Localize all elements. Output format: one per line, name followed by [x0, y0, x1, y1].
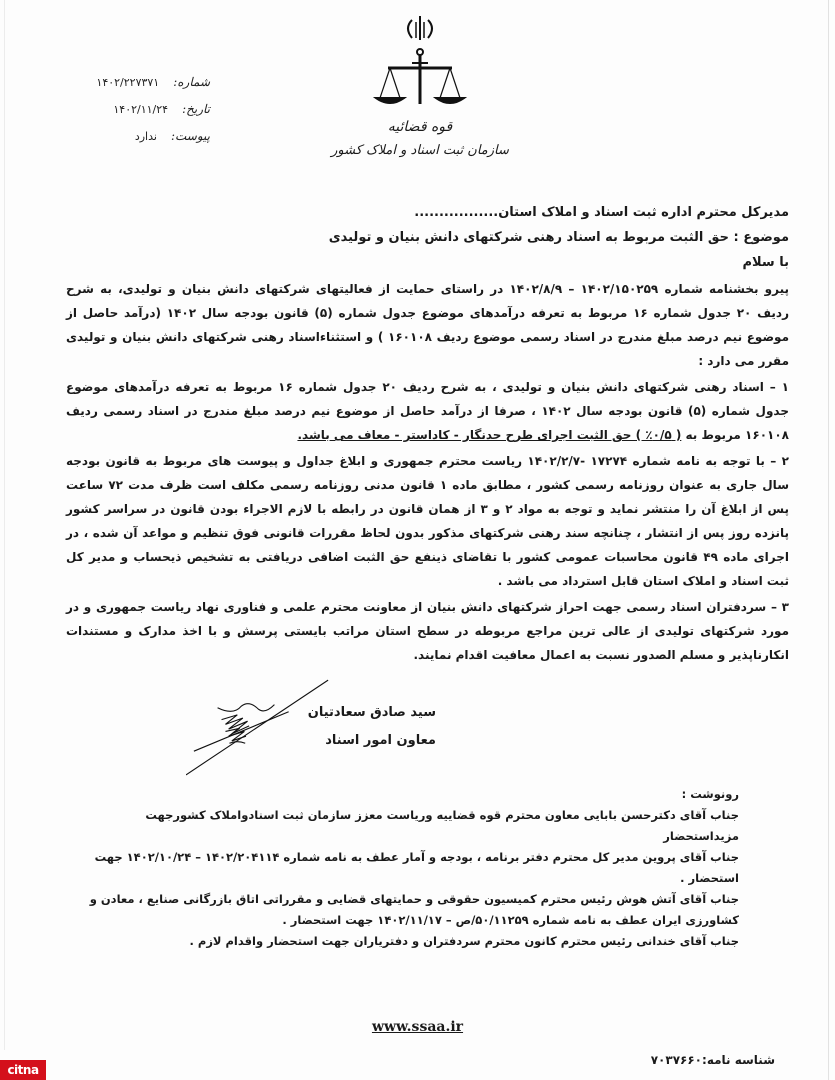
attachment-label: پیوست:	[170, 129, 210, 143]
judiciary-emblem	[315, 10, 525, 180]
website-link[interactable]: www.ssaa.ir	[371, 1019, 464, 1035]
item-1-underlined-text: ( ۰/۵٪ ) حق الثبت اجرای طرح حدنگار - کاداستر - معاف می باشد.	[297, 428, 682, 442]
item-3-paragraph: ۳ – سردفتران اسناد رسمی جهت احراز شرکتهای دانش بنیان از معاونت محترم علمی و فناوری نهاد ریاست جمهوری و در مورد شرکتهای تولیدی از عالی ترین مراجع مربوطه در سطح استان مراتب بایستی پرسش و با اخذ مدارک و مستندات انکارناپذیر و مسلم الصدور نسبت به اعمال معافیت اقدام نمایند.	[66, 600, 789, 662]
signature-area	[186, 675, 436, 780]
number-row	[40, 75, 210, 102]
signature-block	[66, 675, 789, 780]
number-label: شماره:	[173, 75, 210, 89]
scales-of-justice-icon	[370, 10, 470, 114]
addressee: مدیرکل محترم اداره ثبت اسناد و املاک استان.................	[414, 205, 789, 220]
cc-line: جناب آقای دکترحسن بابایی معاون محترم قوه قضاییه وریاست معزز سازمان ثبت اسنادواملاک کشورجهت مزیداستحضار	[145, 808, 739, 843]
handwritten-signature-icon	[186, 675, 336, 780]
attachment-value: ندارد	[134, 130, 157, 143]
intro-paragraph: پیرو بخشنامه شماره ۱۴۰۲/۱۵۰۲۵۹ – ۱۴۰۲/۸/۹ در راستای حمایت از فعالیتهای شرکتهای دانش بنیان و تولیدی، به شرح ردیف ۲۰ جدول شماره ۱۶ مربوط به تعرفه درآمدهای موضوع جدول شماره (۵) قانون بودجه سال ۱۴۰۲ (درآمد حاصل از موضوع نیم درصد مبلغ مندرج در اسناد رسمی موضوع ردیف ۱۶۰۱۰۸ ) و استثناءاسناد رهنی شرکتهای دانش بنیان و تولیدی مقرر می دارد :	[66, 282, 790, 368]
scan-edge	[4, 0, 5, 1050]
subject-line: موضوع : حق الثبت مربوط به اسناد رهنی شرکتهای دانش بنیان و تولیدی	[328, 230, 789, 245]
item-1-paragraph	[66, 375, 789, 447]
cc-heading: رونوشت :	[681, 787, 739, 801]
letter-id: شناسه نامه:۷۰۳۷۶۶۰	[650, 1053, 775, 1067]
cc-line: جناب آقای آتش هوش رئیس محترم کمیسیون حقوقی و حمایتهای قضایی و مقرراتی اتاق بازرگانی صنایع ، معادن و کشاورزی ایران عطف به نامه شماره ۵۰/۱۱۲۵۹/ص – ۱۴۰۲/۱۱/۱۷ جهت استحضار .	[89, 892, 739, 927]
greeting: با سلام	[742, 255, 789, 270]
item-1-text: ۱ – اسناد رهنی شرکتهای دانش بنیان و تولیدی ، به شرح ردیف ۲۰ جدول شماره ۱۶ مربوط به تعرفه درآمدهای موضوع جدول شماره (۵) قانون بودجه سال ۱۴۰۲ ، صرفا از درآمد حاصل از موضوع نیم درصد مبلغ مندرج در اسناد رسمی ردیف ۱۶۰۱۰۸ مربوط به	[66, 380, 790, 442]
date-row	[40, 102, 210, 129]
letter-metadata	[40, 75, 210, 156]
citna-watermark-logo: citna	[0, 1060, 46, 1080]
date-label: تاریخ:	[182, 102, 210, 116]
emblem-line-1: قوه قضائیه	[387, 119, 453, 135]
attachment-row	[40, 129, 210, 156]
signatory-title: معاون امور اسناد	[325, 733, 436, 748]
item-2-paragraph: ۲ – با توجه به نامه شماره ۱۷۲۷۴ -۱۴۰۲/۲/۷ ریاست محترم جمهوری و ابلاغ جداول و پیوست های مربوط به قانون بودجه سال جاری به عنوان روزنامه رسمی کشور ، مطابق ماده ۱ قانون مدنی روزنامه رسمی مکلف است ظرف مدت ۷۲ ساعت پس از ابلاغ آن را منتشر نماید و توجه به مواد ۲ و ۳ از همان قانون در رابطه با لازم الاجراء بودن قانون در سراسر کشور پانزده روز پس از انتشار ، چنانچه سند رهنی شرکتهای مذکور بدون لحاظ مقررات قانونی فوق تنظیم و مواعد آن شده ، در اجرای ماده ۴۹ قانون محاسبات عمومی کشور با تقاضای ذینفع حق الثبت اضافی دریافتی به تشخیص ذیحساب و مدیر کل ثبت اسناد و املاک استان قابل استرداد می باشد .	[66, 454, 789, 588]
number-value: ۱۴۰۲/۲۲۷۳۷۱	[96, 76, 160, 89]
scan-edge	[828, 0, 829, 1080]
letter-body	[66, 200, 789, 952]
cc-line: جناب آقای خندانی رئیس محترم کانون محترم سردفتران و دفتریاران جهت استحضار واقدام لازم .	[189, 934, 739, 948]
emblem-line-2: سازمان ثبت اسناد و املاک کشور	[331, 143, 509, 158]
cc-line: جناب آقای پروین مدیر کل محترم دفتر برنامه ، بودجه و آمار عطف به نامه شماره ۱۴۰۲/۲۰۴۱۱۴ – ۱۴۰۲/۱۰/۲۴ جهت استحضار .	[94, 850, 739, 885]
cc-block	[66, 784, 789, 952]
signatory-name: سید صادق سعادتیان	[307, 705, 436, 720]
date-value: ۱۴۰۲/۱۱/۲۴	[113, 103, 169, 116]
